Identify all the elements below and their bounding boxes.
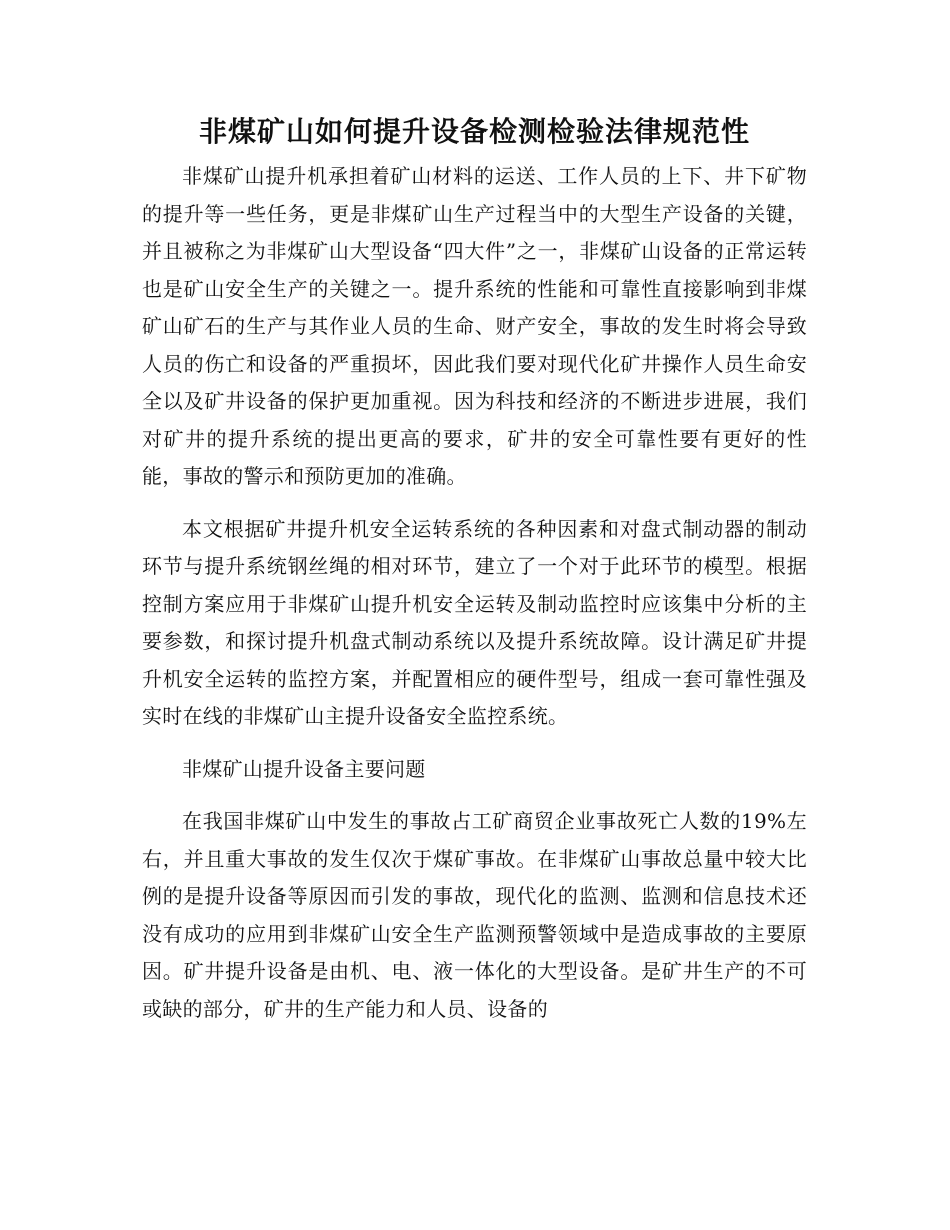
paragraph-intro: 非煤矿山提升机承担着矿山材料的运送、工作人员的上下、井下矿物的提升等一些任务，更是非煤矿山生产过程当中的大型生产设备的关键，并且被称之为非煤矿山大型设备“四大件”之一，非煤矿山设备的正常运转也是矿山安全生产的关键之一。提升系统的性能和可靠性直接影响到非煤矿山矿石的生产与其作业人员的生命、财产安全，事故的发生时将会导致人员的伤亡和设备的严重损坏，因此我们要对现代化矿井操作人员生命安全以及矿井设备的保护更加重视。因为科技和经济的不断进步进展，我们对矿井的提升系统的提出更高的要求，矿井的安全可靠性要有更好的性能，事故的警示和预防更加的准确。 [142,164,807,488]
section-heading: 非煤矿山提升设备主要问题 [182,756,426,781]
document-title: 非煤矿山如何提升设备检测检验法律规范性 [198,115,750,148]
document-page [142,110,807,1028]
paragraph-section-body: 在我国非煤矿山中发生的事故占工矿商贸企业事故死亡人数的19%左右，并且重大事故的发生仅次于煤矿事故。在非煤矿山事故总量中较大比例的是提升设备等原因而引发的事故，现代化的监测、监测和信息技术还没有成功的应用到非煤矿山安全生产监测预警领域中是造成事故的主要原因。矿井提升设备是由机、电、液一体化的大型设备。是矿井生产的不可或缺的部分，矿井的生产能力和人员、设备的 [142,809,807,1021]
paragraph-scope: 本文根据矿井提升机安全运转系统的各种因素和对盘式制动器的制动环节与提升系统钢丝绳的相对环节，建立了一个对于此环节的模型。根据控制方案应用于非煤矿山提升机安全运转及制动监控时应该集中分析的主要参数，和探讨提升机盘式制动系统以及提升系统故障。设计满足矿井提升机安全运转的监控方案，并配置相应的硬件型号，组成一套可靠性强及实时在线的非煤矿山主提升设备安全监控系统。 [142,516,807,728]
